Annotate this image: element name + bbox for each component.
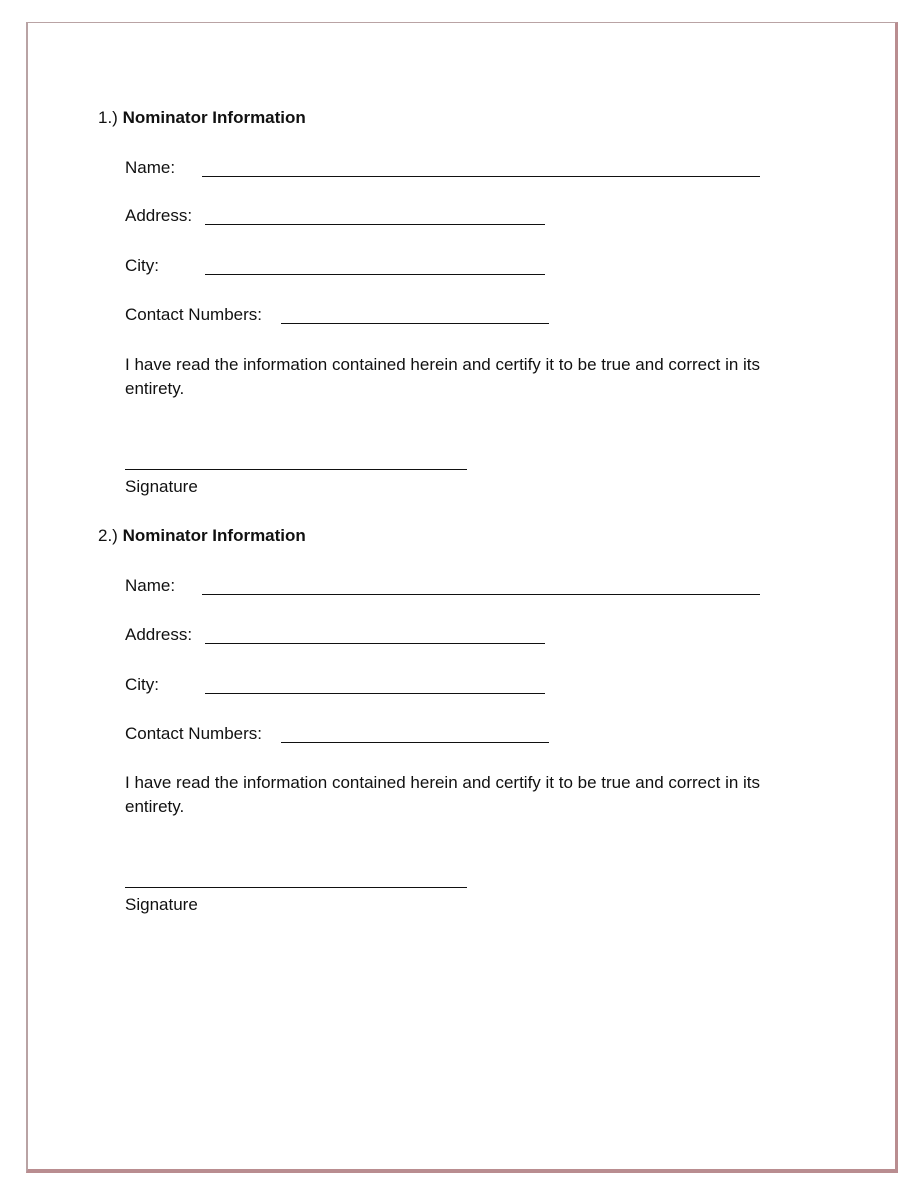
city-field[interactable] [205, 693, 545, 694]
name-label: Name: [125, 576, 176, 595]
contact-numbers-label: Contact Numbers: [125, 724, 262, 743]
contact-numbers-label: Contact Numbers: [125, 305, 262, 324]
signature-label: Signature [125, 477, 198, 496]
certification-text: I have read the information contained herein and certify it to be true and correct in its entirety. [125, 773, 761, 816]
signature-label: Signature [125, 895, 198, 914]
certification-text: I have read the information contained herein and certify it to be true and correct in its entirety. [125, 355, 761, 398]
address-label: Address: [125, 625, 193, 644]
name-label: Name: [125, 158, 176, 177]
address-field[interactable] [205, 224, 545, 225]
section-2-heading [98, 526, 306, 546]
document-page [26, 22, 898, 1173]
name-field[interactable] [202, 594, 760, 595]
name-field[interactable] [202, 176, 760, 177]
section-1-heading [98, 108, 306, 128]
signature-line[interactable] [125, 469, 467, 470]
city-field[interactable] [205, 274, 545, 275]
section-title: Nominator Information [122, 526, 306, 545]
signature-line[interactable] [125, 887, 467, 888]
address-field[interactable] [205, 643, 545, 644]
section-title: Nominator Information [122, 108, 306, 127]
city-label: City: [125, 256, 159, 275]
contact-numbers-field[interactable] [281, 742, 549, 743]
address-label: Address: [125, 206, 193, 225]
contact-numbers-field[interactable] [281, 323, 549, 324]
section-number: 1.) [98, 108, 118, 127]
section-number: 2.) [98, 526, 118, 545]
city-label: City: [125, 675, 159, 694]
